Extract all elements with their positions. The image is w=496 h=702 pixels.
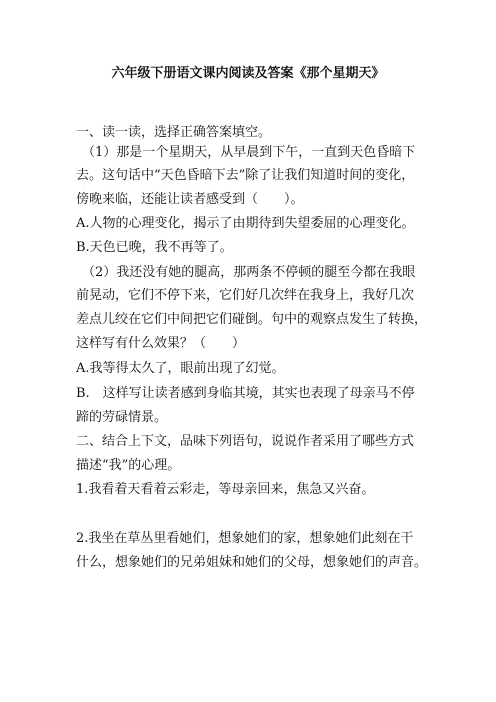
section2-item-1: 1.我看着天看着云彩走，等母亲回来，焦急又兴奋。 xyxy=(76,482,375,497)
q1-option-b: B.天色已晚，我不再等了。 xyxy=(76,240,233,255)
q1-line-1: （1）那是一个星期天，从早晨到下午，一直到天色昏暗下 xyxy=(82,145,416,160)
section2-item-2-line-1: 2.我坐在草丛里看她们，想象她们的家，想象她们此刻在干 xyxy=(76,531,414,546)
q1-line-2: 去。这句话中“天色昏暗下去”除了让我们知道时间的变化， xyxy=(76,168,415,183)
q1-option-a: A.人物的心理变化，揭示了由期待到失望委屈的心理变化。 xyxy=(76,216,415,231)
q2-line-1: （2）我还没有她的腿高，那两条不停顿的腿至今都在我眼 xyxy=(82,265,416,280)
q2-line-2: 前晃动，它们不停下来，它们好几次绊在我身上，我好几次 xyxy=(76,288,415,303)
q2-option-b-line-1: B. 这样写让读者感到身临其境，其实也表现了母亲马不停 xyxy=(76,386,415,401)
section1-heading: 一、读一读，选择正确答案填空。 xyxy=(76,125,272,140)
section2-heading-line-2: 描述“我”的心理。 xyxy=(76,458,181,473)
section2-item-2-line-2: 什么，想象她们的兄弟姐妹和她们的父母，想象她们的声音。 xyxy=(76,555,428,570)
q2-option-a: A.我等得太久了，眼前出现了幻觉。 xyxy=(76,361,285,376)
q1-line-3: 傍晚来临，还能让读者感受到（ ）。 xyxy=(76,192,304,207)
section2-heading-line-1: 二、结合上下文，品味下列语句，说说作者采用了哪些方式 xyxy=(76,434,415,449)
q2-line-3: 差点儿绞在它们中间把它们碰倒。句中的观察点发生了转换， xyxy=(76,312,428,327)
q2-option-b-line-2: 蹄的劳碌情景。 xyxy=(76,410,168,425)
q2-line-4: 这样写有什么效果？（ ） xyxy=(76,336,246,351)
document-title: 六年级下册语文课内阅读及答案《那个星期天》 xyxy=(111,66,385,81)
